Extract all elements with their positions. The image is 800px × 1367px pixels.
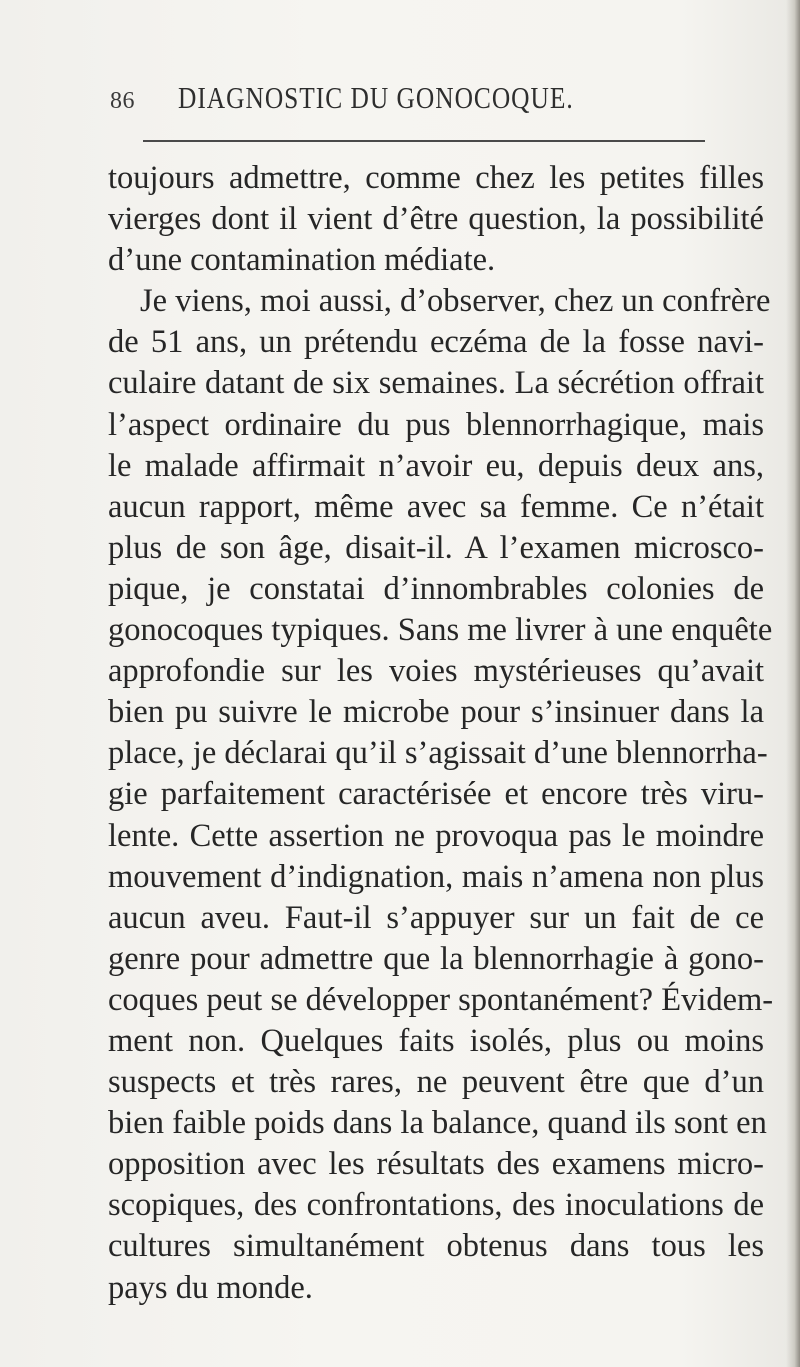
text-line: ment non. Quelques faits isolés, plus ou moins (108, 1022, 764, 1059)
text-line: l’aspect ordinaire du pus blennorrhagique, mais (108, 406, 764, 443)
text-line: lente. Cette assertion ne provoqua pas le moindre (108, 817, 764, 854)
text-line: pique, je constatai d’innombrables colonies de (108, 570, 764, 607)
page-number: 86 (110, 88, 135, 114)
text-line: bien pu suivre le microbe pour s’insinuer dans la (108, 694, 764, 731)
page-edge-shadow (786, 0, 800, 1367)
text-line: de 51 ans, un prétendu eczéma de la fosse navi- (108, 324, 764, 361)
text-line: toujours admettre, comme chez les petites filles (108, 160, 764, 196)
text-line: pays du monde. (108, 1269, 313, 1306)
text-line: approfondie sur les voies mystérieuses qu’avait (108, 653, 764, 690)
text-line: plus de son âge, disait-il. A l’examen microsco- (108, 529, 764, 566)
text-line: cultures simultanément obtenus dans tous les (108, 1228, 764, 1265)
text-line: coques peut se développer spontanément? Évidem- (108, 981, 774, 1018)
text-line: scopiques, des confrontations, des inoculations de (108, 1187, 764, 1224)
text-line: Je viens, moi aussi, d’observer, chez un confrère (140, 283, 771, 320)
text-line: gonocoques typiques. Sans me livrer à une enquête (108, 612, 773, 649)
text-line: gie parfaitement caractérisée et encore très viru- (108, 776, 764, 813)
text-line: genre pour admettre que la blennorrhagie à gono- (108, 940, 764, 977)
text-line: d’une contamination médiate. (108, 242, 496, 279)
text-line: opposition avec les résultats des examens micro- (108, 1146, 764, 1183)
text-line: vierges dont il vient d’être question, la possibilité (108, 201, 764, 238)
text-line: aucun aveu. Faut-il s’appuyer sur un fait de ce (108, 899, 764, 936)
text-line: mouvement d’indignation, mais n’amena non plus (108, 858, 764, 895)
text-line: aucun rapport, même avec sa femme. Ce n’était (108, 488, 764, 525)
text-line: le malade affirmait n’avoir eu, depuis deux ans, (108, 447, 764, 484)
running-head: DIAGNOSTIC DU GONOCOQUE. (178, 80, 574, 115)
body-text (108, 158, 774, 1309)
page-header (0, 0, 800, 140)
text-line: place, je déclarai qu’il s’agissait d’une blennorrha- (108, 735, 768, 772)
header-rule (143, 140, 705, 142)
text-line: suspects et très rares, ne peuvent être que d’un (108, 1064, 764, 1101)
text-line: bien faible poids dans la balance, quand ils sont en (108, 1105, 767, 1142)
text-line: culaire datant de six semaines. La sécrétion offrait (108, 365, 764, 402)
